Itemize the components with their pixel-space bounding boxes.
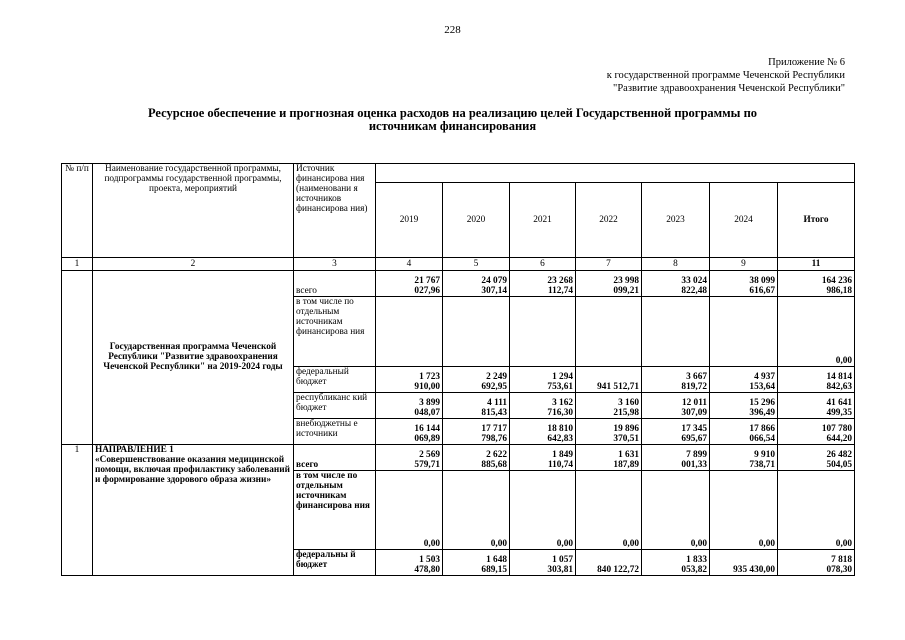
funding-table [61,163,855,576]
column-number-row [62,258,855,271]
value-cell: 2 569 579,71 [376,445,443,471]
value-cell: 17 717 798,76 [443,419,510,445]
total-cell: 26 482 504,05 [778,445,855,471]
value-cell: 16 144 069,89 [376,419,443,445]
direction-name-cell [93,445,294,576]
value-cell: 3 899 048,07 [376,392,443,418]
total-cell: 14 814 842,63 [778,366,855,392]
value-cell: 1 723 910,00 [376,366,443,392]
appendix-note [607,56,845,95]
document-title [70,107,835,133]
value-cell: 23 268 112,74 [510,270,576,296]
value-cell: 1 057 303,81 [510,549,576,575]
value-cell: 18 810 642,83 [510,419,576,445]
source-cell: республиканс кий бюджет [294,392,376,418]
table-row [62,445,855,471]
value-cell: 1 648 689,15 [443,549,510,575]
value-cell: 3 160 215,98 [576,392,642,418]
source-cell: внебюджетны е источники [294,419,376,445]
value-cell: 19 896 370,51 [576,419,642,445]
source-cell: федеральны й бюджет [294,549,376,575]
header-year-2022: 2022 [576,182,642,257]
value-cell: 21 767 027,96 [376,270,443,296]
value-cell [576,296,642,366]
value-cell: 0,00 [376,471,443,549]
appendix-line-3: "Развитие здравоохранения Чеченской Республики" [613,83,845,94]
total-cell: 7 818 078,30 [778,549,855,575]
value-cell: 1 294 753,61 [510,366,576,392]
total-cell: 107 780 644,20 [778,419,855,445]
total-cell: 164 236 986,18 [778,270,855,296]
col-number: 3 [294,258,376,271]
header-years-group [376,164,855,183]
source-cell: федеральный бюджет [294,366,376,392]
value-cell: 23 998 099,21 [576,270,642,296]
header-year-2023: 2023 [642,182,710,257]
total-cell: 0,00 [778,296,855,366]
header-year-2021: 2021 [510,182,576,257]
program-num-cell [62,270,93,445]
col-number: 7 [576,258,642,271]
header-year-2024: 2024 [710,182,778,257]
value-cell: 1 503 478,80 [376,549,443,575]
value-cell: 9 910 738,71 [710,445,778,471]
value-cell [510,296,576,366]
source-cell: всего [294,445,376,471]
value-cell: 0,00 [510,471,576,549]
value-cell: 17 345 695,67 [642,419,710,445]
value-cell [710,296,778,366]
value-cell: 2 249 692,95 [443,366,510,392]
source-cell: в том числе по отдельным источникам финансирова ния [294,296,376,366]
value-cell: 24 079 307,14 [443,270,510,296]
source-cell: всего [294,270,376,296]
col-number: 9 [710,258,778,271]
title-line-1: Ресурсное обеспечение и прогнозная оценка расходов на реализацию целей Государственной программы по [147,106,758,120]
value-cell: 4 111 815,43 [443,392,510,418]
col-number: 2 [93,258,294,271]
col-number: 5 [443,258,510,271]
value-cell: 17 866 066,54 [710,419,778,445]
value-cell: 38 099 616,67 [710,270,778,296]
value-cell: 0,00 [576,471,642,549]
value-cell: 3 667 819,72 [642,366,710,392]
value-cell [376,296,443,366]
header-name: Наименование государственной программы, подпрограммы государственной программы, проекта, мероприятий [93,164,294,258]
value-cell: 7 899 001,33 [642,445,710,471]
value-cell: 840 122,72 [576,549,642,575]
value-cell: 0,00 [443,471,510,549]
header-year-2020: 2020 [443,182,510,257]
header-source: Источник финансирова ния (наименовани я источников финансирова ния) [294,164,376,258]
value-cell: 0,00 [710,471,778,549]
value-cell: 935 430,00 [710,549,778,575]
title-line-2: источникам финансирования [368,119,537,133]
value-cell: 2 622 885,68 [443,445,510,471]
col-number: 6 [510,258,576,271]
value-cell: 1 631 187,89 [576,445,642,471]
value-cell: 12 011 307,09 [642,392,710,418]
value-cell: 4 937 153,64 [710,366,778,392]
value-cell: 1 849 110,74 [510,445,576,471]
col-number: 11 [778,258,855,271]
direction-title: НАПРАВЛЕНИЕ 1 [95,445,174,456]
total-cell: 41 641 499,35 [778,392,855,418]
value-cell [642,296,710,366]
page-number: 228 [444,24,461,36]
source-cell: в том числе по отдельным источникам финансирова ния [294,471,376,549]
appendix-line-2: к государственной программе Чеченской Республики [606,70,845,81]
col-number: 1 [62,258,93,271]
direction-num: 1 [62,445,93,576]
header-row [62,164,855,183]
total-cell: 0,00 [778,471,855,549]
table-row [62,270,855,296]
appendix-line-1: Приложение № 6 [768,57,845,68]
col-number: 8 [642,258,710,271]
value-cell: 941 512,71 [576,366,642,392]
value-cell: 0,00 [642,471,710,549]
value-cell: 3 162 716,30 [510,392,576,418]
col-number: 4 [376,258,443,271]
header-total: Итого [778,182,855,257]
header-num: № п/п [62,164,93,258]
value-cell: 15 296 396,49 [710,392,778,418]
value-cell: 1 833 053,82 [642,549,710,575]
value-cell: 33 024 822,48 [642,270,710,296]
program-name: Государственная программа Чеченской Республики "Развитие здравоохранения Чеченской Республики" на 2019-2024 годы [93,270,294,445]
direction-name: «Совершенствование оказания медицинской помощи, включая профилактику заболеваний и формирование здорового образа жизни» [95,455,290,486]
header-year-2019: 2019 [376,182,443,257]
value-cell [443,296,510,366]
